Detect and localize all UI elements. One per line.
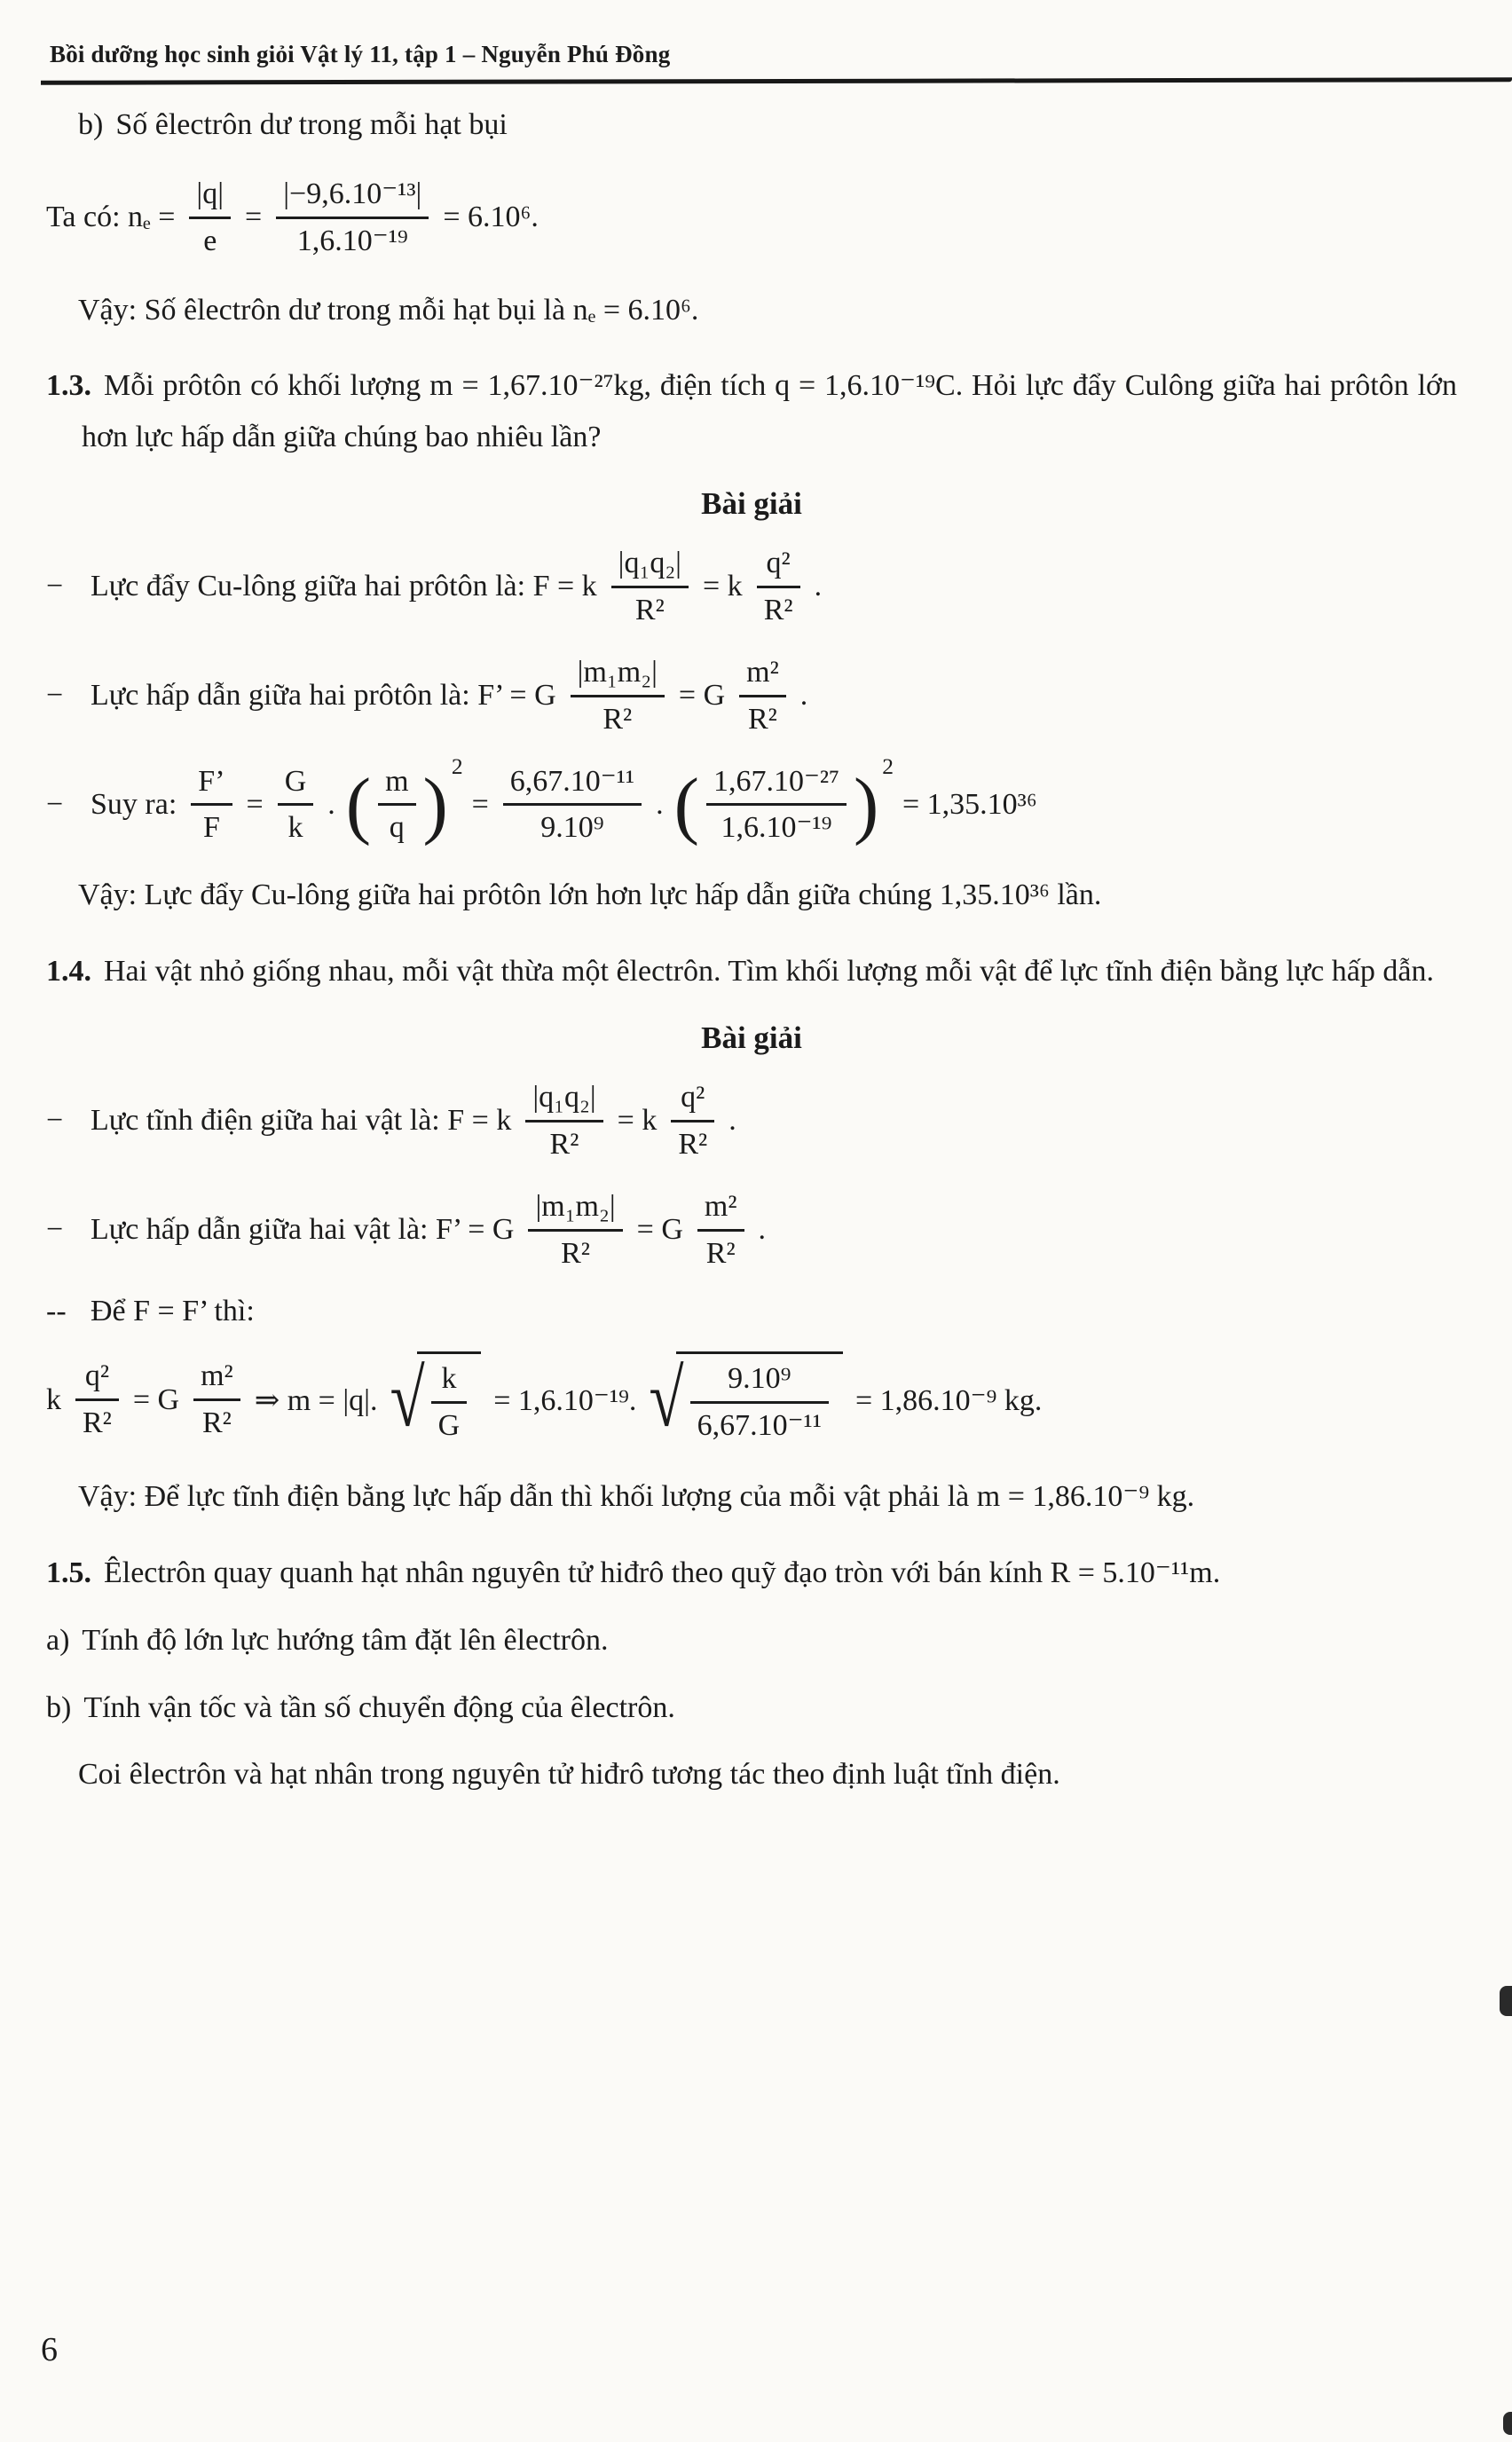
formula-text: = G (678, 679, 726, 713)
step-ratio (46, 752, 1457, 849)
equals-sign: = (245, 201, 263, 234)
fraction (503, 761, 642, 849)
problem-statement: Hai vật nhỏ giống nhau, mỗi vật thừa một êlectrôn. Tìm khối lượng mỗi vật để lực tĩnh điện bằng lực hấp dẫn. (104, 955, 1434, 989)
formula-text: Lực hấp dẫn giữa hai prôtôn là: F’ = G (91, 679, 556, 713)
bullet-dash: − (46, 1104, 64, 1138)
item-label: a) (46, 1623, 70, 1657)
problem-1-4 (46, 946, 1457, 997)
step-condition (46, 1295, 1457, 1328)
header-rule (41, 77, 1512, 84)
formula-text: Lực tĩnh điện giữa hai vật là: F = k (91, 1104, 512, 1138)
item-label: b) (78, 108, 104, 141)
denominator: R² (561, 1236, 590, 1270)
formula-text: = k (703, 570, 743, 603)
numerator: 9.10⁹ (690, 1359, 829, 1404)
problem-1-5 (46, 1548, 1457, 1599)
fraction (193, 1356, 240, 1444)
item-text: Số êlectrôn dư trong mỗi hạt bụi (115, 108, 508, 141)
solution-heading: Bài giải (701, 1020, 802, 1055)
formula-text: . (758, 1213, 767, 1247)
fraction (757, 543, 800, 631)
bullet-dash: − (46, 679, 64, 713)
radicand (676, 1351, 843, 1448)
radical-sign: √ (390, 1354, 425, 1445)
fraction (378, 761, 415, 849)
fraction (75, 1356, 119, 1444)
equation-electron-count (46, 174, 1457, 262)
numerator: G (278, 761, 314, 807)
equation-result: = 6.10⁶. (443, 201, 539, 234)
formula (91, 752, 1037, 849)
radical-sign: √ (649, 1354, 684, 1445)
numerator: 6,67.10⁻¹¹ (503, 761, 642, 807)
exponent: 2 (882, 752, 894, 779)
multiplication-dot: . (327, 787, 335, 821)
numerator: |q₁q₂| (611, 543, 689, 588)
scan-artifact (1503, 2412, 1512, 2435)
radicand (417, 1351, 482, 1448)
page-number: 6 (41, 2331, 58, 2368)
fraction (611, 543, 689, 631)
denominator: R² (705, 1236, 736, 1270)
exponent: 2 (451, 752, 463, 779)
parenthesized-fraction: ( $\frac{m}{q}$ ) 2 (344, 761, 463, 849)
formula-text: = G (636, 1213, 683, 1247)
formula-text: . (799, 679, 808, 713)
parenthesized-fraction: ( $\frac{\text{1,67.10⁻²⁷}}{\text{1,6.10⁻¹⁹}}$ ) 2 (673, 761, 894, 849)
problem-1-3 (46, 360, 1457, 463)
fraction (697, 1186, 744, 1274)
note-1-5: Coi êlectrôn và hạt nhân trong nguyên tử hiđrô tương tác theo định luật tĩnh điện. (78, 1758, 1060, 1792)
formula (91, 652, 807, 740)
equals-sign: = (246, 787, 264, 821)
formula-text: = 1,6.10⁻¹⁹. (493, 1383, 637, 1417)
formula-text: Suy ra: (91, 787, 177, 821)
numerator: q² (757, 543, 800, 588)
equation-lead: Ta có: nₑ = (46, 201, 176, 234)
bullet-dash: − (46, 570, 64, 603)
step-gravity-force (46, 652, 1457, 740)
numerator: m² (697, 1186, 744, 1232)
denominator: F (202, 811, 220, 845)
item-text: Tính vận tốc và tần số chuyển động của êlectrôn. (83, 1690, 675, 1724)
problem-statement: Mỗi prôtôn có khối lượng m = 1,67.10⁻²⁷kg, điện tích q = 1,6.10⁻¹⁹C. Hỏi lực đẩy Culông giữa hai prôtôn lớn hơn lực hấp dẫn giữa chúng bao nhiêu lần? (82, 369, 1457, 454)
problem-number: 1.5. (46, 1556, 91, 1590)
step-gravity-force-2 (46, 1186, 1457, 1274)
numerator: q² (75, 1356, 119, 1401)
step-electric-force (46, 1077, 1457, 1165)
equation-result: = 1,35.10³⁶ (902, 787, 1037, 821)
numerator: |m₁m₂| (571, 652, 665, 697)
problem-number: 1.4. (46, 955, 91, 989)
denominator: R² (83, 1406, 112, 1440)
numerator: m² (739, 652, 786, 697)
running-head: Bồi dưỡng học sinh giỏi Vật lý 11, tập 1 – Nguyễn Phú Đồng (50, 41, 671, 67)
section-b-title (78, 99, 1457, 151)
denominator: R² (763, 593, 793, 626)
condition-text: Để F = F’ thì: (91, 1295, 255, 1328)
implies-text: ⇒ m = |q|. (254, 1383, 378, 1417)
question-b (46, 1682, 1457, 1734)
square-root (390, 1351, 481, 1448)
bullet-dash: − (46, 1213, 64, 1247)
fraction (278, 761, 314, 849)
problem-statement: Êlectrôn quay quanh hạt nhân nguyên tử hiđrô theo quỹ đạo tròn với bán kính R = 5.10⁻¹¹m. (104, 1556, 1221, 1590)
fraction (191, 761, 232, 849)
denominator: R² (678, 1127, 708, 1161)
fraction (739, 652, 786, 740)
equals-sign: = (471, 787, 489, 821)
fraction (525, 1077, 602, 1165)
denominator: 9.10⁹ (540, 811, 604, 845)
denominator: G (437, 1409, 461, 1443)
conclusion-b: Vậy: Số êlectrôn dư trong mỗi hạt bụi là nₑ = 6.10⁶. (78, 293, 699, 327)
conclusion-1-3: Vậy: Lực đẩy Cu-lông giữa hai prôtôn lớn hơn lực hấp dẫn giữa chúng 1,35.10³⁶ lần. (78, 878, 1102, 912)
equation-mass (46, 1351, 1457, 1448)
denominator: e (203, 224, 217, 257)
formula (91, 1077, 736, 1165)
numerator: |q| (189, 174, 231, 219)
fraction (571, 652, 665, 740)
multiplication-dot: . (656, 787, 664, 821)
equation-result: = 1,86.10⁻⁹ kg. (854, 1383, 1043, 1417)
step-coulomb-force (46, 543, 1457, 631)
page-header (46, 41, 1457, 83)
fraction (189, 174, 231, 262)
formula-text: = k (617, 1104, 658, 1138)
formula (91, 543, 822, 631)
formula (91, 1186, 766, 1274)
denominator: 6,67.10⁻¹¹ (697, 1409, 822, 1443)
bullet-dash: − (46, 787, 64, 821)
denominator: R² (549, 1127, 579, 1161)
denominator: 1,6.10⁻¹⁹ (296, 224, 408, 257)
denominator: R² (634, 593, 665, 626)
solution-heading: Bài giải (701, 485, 802, 521)
fraction (671, 1077, 714, 1165)
fraction (706, 761, 847, 849)
numerator: m² (193, 1356, 240, 1401)
conclusion-1-4: Vậy: Để lực tĩnh điện bằng lực hấp dẫn thì khối lượng của mỗi vật phải là m = 1,86.10⁻⁹ kg. (78, 1480, 1195, 1514)
numerator: q² (671, 1077, 714, 1123)
fraction (528, 1186, 622, 1274)
denominator: R² (748, 702, 777, 736)
numerator: F’ (191, 761, 232, 807)
formula-text: = G (132, 1382, 180, 1416)
numerator: |q₁q₂| (525, 1077, 602, 1123)
numerator: 1,67.10⁻²⁷ (706, 761, 847, 807)
numerator: k (431, 1359, 468, 1404)
fraction (276, 174, 429, 262)
fraction (431, 1359, 468, 1446)
formula-text: . (728, 1104, 736, 1138)
numerator: |m₁m₂| (528, 1186, 622, 1232)
denominator: k (287, 811, 303, 845)
formula-text: Lực hấp dẫn giữa hai vật là: F’ = G (91, 1213, 515, 1247)
formula-text: . (814, 570, 823, 603)
formula-text: k (46, 1382, 61, 1416)
question-a (46, 1615, 1457, 1666)
formula-text: Lực đẩy Cu-lông giữa hai prôtôn là: F = k (91, 570, 597, 603)
problem-number: 1.3. (46, 369, 91, 403)
scan-artifact (1500, 1986, 1512, 2016)
numerator: |−9,6.10⁻¹³| (276, 174, 429, 219)
denominator: R² (201, 1406, 232, 1440)
item-text: Tính độ lớn lực hướng tâm đặt lên êlectrôn. (82, 1623, 609, 1657)
page-content (46, 99, 1457, 1800)
fraction (690, 1359, 829, 1446)
numerator: m (378, 761, 415, 807)
denominator: 1,6.10⁻¹⁹ (721, 811, 832, 845)
bullet-dash: -- (46, 1295, 67, 1328)
item-label: b) (46, 1690, 72, 1724)
square-root (649, 1351, 843, 1448)
denominator: q (389, 811, 405, 845)
denominator: R² (602, 702, 633, 736)
